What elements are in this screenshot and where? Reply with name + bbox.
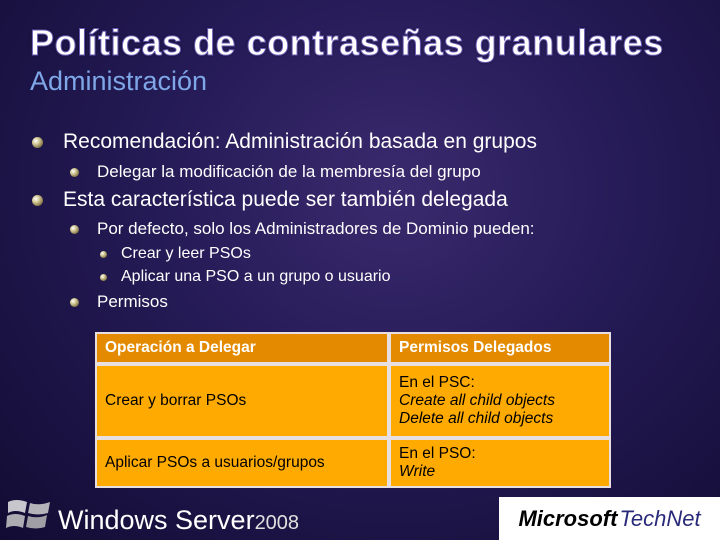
windows-server-logo — [58, 505, 299, 536]
bullet-icon — [70, 298, 79, 307]
table-cell-permissions — [389, 364, 611, 438]
bullet-item — [32, 130, 537, 154]
windows-brand-text: Windows Server — [58, 505, 255, 535]
table-row — [95, 364, 611, 438]
table-cell-permissions — [389, 438, 611, 488]
bullet-item — [70, 292, 168, 312]
table-header-row — [95, 332, 611, 364]
bullet-icon — [100, 251, 107, 258]
bullet-text: Por defecto, solo los Administradores de Dominio pueden: — [97, 219, 535, 238]
bullet-text: Delegar la modificación de la membresía del grupo — [97, 162, 481, 181]
table-cell-operation: Crear y borrar PSOs — [95, 364, 389, 438]
bullet-text: Permisos — [97, 292, 168, 311]
bullet-icon — [32, 137, 43, 148]
bullet-icon — [100, 274, 107, 281]
permission-line: Write — [399, 463, 436, 480]
permissions-table — [95, 332, 611, 488]
bullet-item — [70, 162, 481, 182]
bullet-item — [32, 188, 508, 212]
bullet-icon — [70, 168, 79, 177]
bullet-item — [100, 245, 251, 263]
technet-text: TechNet — [619, 505, 701, 531]
permission-scope: En el PSO: — [399, 445, 476, 462]
bullet-text: Aplicar una PSO a un grupo o usuario — [121, 268, 391, 285]
table-cell-operation: Aplicar PSOs a usuarios/grupos — [95, 438, 389, 488]
bullet-text: Crear y leer PSOs — [121, 245, 251, 262]
slide-title: Políticas de contraseñas granulares — [30, 22, 664, 63]
microsoft-technet-logo — [499, 497, 720, 540]
column-header-operation: Operación a Delegar — [95, 332, 389, 364]
microsoft-text: Microsoft — [518, 505, 618, 531]
permission-line: Delete all child objects — [399, 410, 554, 427]
slide-subtitle: Administración — [30, 66, 208, 96]
windows-flag-icon — [6, 494, 52, 534]
bullet-text: Recomendación: Administración basada en grupos — [63, 130, 537, 153]
bullet-text: Esta característica puede ser también delegada — [63, 188, 508, 211]
bullet-icon — [32, 195, 43, 206]
permission-scope: En el PSC: — [399, 374, 475, 391]
windows-year-text: 2008 — [254, 512, 300, 534]
bullet-icon — [70, 225, 79, 234]
bullet-item — [100, 268, 391, 286]
permission-line: Create all child objects — [399, 392, 555, 409]
column-header-permissions: Permisos Delegados — [389, 332, 611, 364]
bullet-item — [70, 219, 535, 239]
table-row — [95, 438, 611, 488]
